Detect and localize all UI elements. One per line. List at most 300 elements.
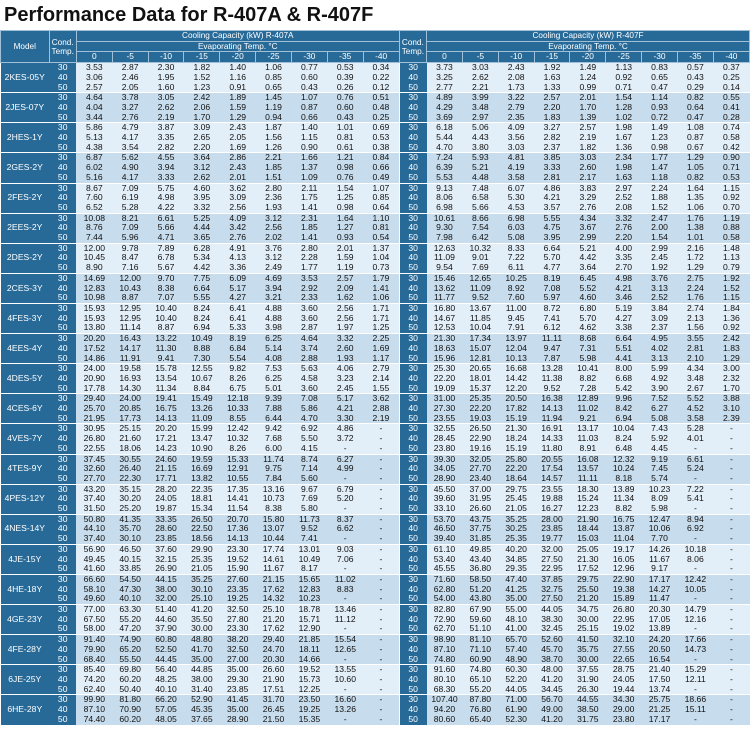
cond-temp-cell: 30 — [49, 243, 76, 253]
r407f-value-cell: 5.66 — [462, 203, 498, 213]
r407f-value-cell: 1.18 — [642, 173, 678, 183]
cond-temp-cell: 50 — [399, 233, 426, 243]
r407a-value-cell: 17.52 — [76, 344, 112, 354]
r407f-value-cell: 7.22 — [498, 253, 534, 263]
r407a-value-cell: 14.32 — [256, 594, 292, 604]
cond-temp-cell: 40 — [399, 314, 426, 324]
r407f-value-cell: 14.79 — [677, 605, 713, 615]
r407a-value-cell: 0.60 — [291, 73, 327, 83]
r407f-value-cell: 4.19 — [498, 163, 534, 173]
table-row — [1, 83, 750, 93]
cond-temp-cell: 50 — [49, 354, 76, 364]
r407f-value-cell: 23.55 — [427, 414, 463, 424]
evap-temp-right-8: -40 — [713, 52, 749, 63]
table-header — [1, 31, 750, 63]
r407a-value-cell: 15.35 — [291, 715, 327, 725]
cond-temp-cell: 40 — [399, 284, 426, 294]
r407a-value-cell: 37.60 — [148, 544, 184, 554]
r407f-value-cell: - — [713, 444, 749, 454]
r407f-value-cell: 18.01 — [462, 374, 498, 384]
r407a-value-cell: 19.41 — [148, 394, 184, 404]
evap-temp-header-left: Evaporating Temp. °C — [76, 41, 399, 52]
r407f-value-cell: 6.48 — [606, 444, 642, 454]
r407f-value-cell: 7.98 — [427, 233, 463, 243]
r407f-value-cell: 1.56 — [677, 323, 713, 333]
r407a-value-cell: 74.40 — [76, 715, 112, 725]
cond-temp-cell: 30 — [49, 273, 76, 283]
r407a-value-cell: 5.67 — [148, 263, 184, 273]
r407f-value-cell: 44.55 — [570, 695, 606, 705]
r407f-value-cell: - — [713, 564, 749, 574]
model-name: 2KES-05Y — [1, 63, 50, 93]
r407a-value-cell: 41.20 — [184, 605, 220, 615]
r407f-value-cell: 0.42 — [713, 143, 749, 153]
r407a-value-cell: 23.85 — [220, 685, 256, 695]
r407a-value-cell: - — [363, 534, 399, 544]
r407f-value-cell: - — [713, 705, 749, 715]
cond-temp-cell: 50 — [49, 564, 76, 574]
cond-temp-cell: 40 — [399, 464, 426, 474]
r407f-value-cell: 3.80 — [462, 143, 498, 153]
r407a-value-cell: 91.40 — [76, 635, 112, 645]
r407a-value-cell: 13.54 — [148, 374, 184, 384]
r407a-value-cell: 6.79 — [327, 484, 363, 494]
r407a-value-cell: 16.60 — [327, 695, 363, 705]
r407a-value-cell: 0.81 — [327, 133, 363, 143]
r407f-value-cell: 16.75 — [606, 514, 642, 524]
r407a-value-cell: 1.77 — [291, 263, 327, 273]
r407f-value-cell: 41.25 — [498, 585, 534, 595]
r407a-value-cell: 32.00 — [148, 594, 184, 604]
r407f-value-cell: 13.87 — [606, 524, 642, 534]
r407f-value-cell: 1.92 — [713, 273, 749, 283]
table-row — [1, 93, 750, 103]
r407a-value-cell: 3.35 — [148, 133, 184, 143]
r407f-value-cell: 1.36 — [606, 143, 642, 153]
r407a-value-cell: 12.91 — [220, 464, 256, 474]
r407f-value-cell: 12.04 — [498, 344, 534, 354]
r407a-value-cell: 2.56 — [256, 223, 292, 233]
r407a-value-cell: 51.40 — [148, 605, 184, 615]
r407a-value-cell: 3.27 — [112, 103, 148, 113]
r407f-value-cell: 1.29 — [677, 263, 713, 273]
r407f-value-cell: 7.48 — [462, 183, 498, 193]
r407f-value-cell: 23.55 — [534, 484, 570, 494]
r407f-value-cell: 4.41 — [606, 354, 642, 364]
r407f-value-cell: 2.17 — [570, 173, 606, 183]
cond-temp-cell: 30 — [49, 364, 76, 374]
r407f-value-cell: 6.27 — [642, 404, 678, 414]
r407a-value-cell: 6.41 — [220, 314, 256, 324]
r407a-value-cell: 5.17 — [327, 394, 363, 404]
cond-temp-cell: 50 — [49, 534, 76, 544]
r407f-value-cell: 1.02 — [606, 113, 642, 123]
cond-temp-cell: 30 — [399, 183, 426, 193]
r407a-value-cell: 58.00 — [76, 624, 112, 634]
r407a-value-cell: 30.55 — [112, 454, 148, 464]
r407a-value-cell: 8.67 — [76, 183, 112, 193]
r407f-value-cell: 56.70 — [534, 695, 570, 705]
r407f-value-cell: 1.52 — [642, 203, 678, 213]
r407a-value-cell: 15.73 — [291, 675, 327, 685]
table-row — [1, 163, 750, 173]
cond-temp-cell: 30 — [49, 484, 76, 494]
r407a-value-cell: 1.41 — [291, 203, 327, 213]
cond-temp-cell: 50 — [399, 655, 426, 665]
r407a-value-cell: 6.02 — [76, 163, 112, 173]
r407f-value-cell: 35.75 — [570, 645, 606, 655]
table-row — [1, 284, 750, 294]
table-row — [1, 263, 750, 273]
r407a-value-cell: 3.12 — [256, 213, 292, 223]
r407a-value-cell: 20.85 — [112, 404, 148, 414]
r407a-value-cell: - — [327, 624, 363, 634]
r407a-value-cell: 10.23 — [291, 594, 327, 604]
r407a-value-cell: 41.60 — [76, 564, 112, 574]
r407f-value-cell: 1.54 — [642, 233, 678, 243]
r407a-value-cell: 1.60 — [148, 83, 184, 93]
r407f-value-cell: 13.57 — [570, 464, 606, 474]
r407f-value-cell: - — [677, 624, 713, 634]
r407f-value-cell: 19.77 — [534, 534, 570, 544]
r407a-value-cell: 5.20 — [327, 494, 363, 504]
r407f-value-cell: 9.52 — [534, 384, 570, 394]
r407f-value-cell: 15.03 — [570, 534, 606, 544]
r407f-value-cell: 1.63 — [606, 173, 642, 183]
cond-temp-cell: 40 — [49, 524, 76, 534]
r407a-value-cell: 9.67 — [291, 484, 327, 494]
table-row — [1, 374, 750, 384]
table-row — [1, 494, 750, 504]
r407a-value-cell: 0.48 — [363, 103, 399, 113]
r407f-value-cell: 1.72 — [677, 253, 713, 263]
r407a-value-cell: 3.76 — [256, 243, 292, 253]
evap-temp-left-4: -20 — [220, 52, 256, 63]
r407f-value-cell: 2.97 — [606, 183, 642, 193]
r407a-value-cell: 1.54 — [327, 183, 363, 193]
r407a-value-cell: 9.39 — [256, 394, 292, 404]
r407a-value-cell: 14.86 — [76, 354, 112, 364]
r407a-value-cell: 8.74 — [291, 454, 327, 464]
r407a-value-cell: 5.86 — [291, 404, 327, 414]
r407a-value-cell: 0.98 — [327, 203, 363, 213]
r407a-value-cell: 5.01 — [256, 384, 292, 394]
cond-temp-cell: 30 — [49, 394, 76, 404]
r407a-value-cell: 15.65 — [291, 574, 327, 584]
r407a-value-cell: - — [363, 594, 399, 604]
r407f-value-cell: 1.76 — [677, 213, 713, 223]
table-row — [1, 253, 750, 263]
r407a-value-cell: 7.60 — [76, 193, 112, 203]
r407f-value-cell: 12.47 — [642, 514, 678, 524]
cond-temp-cell: 30 — [49, 665, 76, 675]
cond-temp-cell: 50 — [399, 354, 426, 364]
r407f-value-cell: 0.43 — [677, 73, 713, 83]
cond-temp-cell: 40 — [49, 585, 76, 595]
r407a-value-cell: 13.80 — [76, 323, 112, 333]
r407f-value-cell: 3.48 — [677, 374, 713, 384]
table-row — [1, 73, 750, 83]
r407f-value-cell: 5.93 — [462, 153, 498, 163]
r407a-value-cell: 0.53 — [363, 133, 399, 143]
r407f-value-cell: 1.14 — [642, 93, 678, 103]
r407f-value-cell: 38.50 — [570, 705, 606, 715]
r407a-value-cell: 6.84 — [220, 344, 256, 354]
r407f-value-cell: 14.73 — [677, 645, 713, 655]
r407a-value-cell: 2.21 — [256, 153, 292, 163]
cond-temp-cell: 30 — [49, 63, 76, 73]
r407a-value-cell: 3.30 — [327, 414, 363, 424]
r407f-value-cell: 37.00 — [462, 484, 498, 494]
r407f-value-cell: 76.80 — [462, 705, 498, 715]
r407a-value-cell: 37.90 — [148, 624, 184, 634]
r407a-value-cell: 8.38 — [256, 504, 292, 514]
r407f-value-cell: 15.07 — [462, 344, 498, 354]
r407a-value-cell: 9.78 — [112, 243, 148, 253]
r407a-value-cell: 28.60 — [148, 524, 184, 534]
r407a-value-cell: 47.30 — [112, 585, 148, 595]
r407f-capacity-header: Cooling Capacity (kW) R-407F — [427, 31, 750, 42]
r407f-value-cell: 3.27 — [534, 123, 570, 133]
r407a-value-cell: 20.70 — [220, 514, 256, 524]
r407a-value-cell: 16.75 — [148, 404, 184, 414]
r407f-value-cell: 52.60 — [534, 635, 570, 645]
r407f-value-cell: 9.45 — [498, 314, 534, 324]
r407a-value-cell: 5.60 — [291, 474, 327, 484]
table-row — [1, 123, 750, 133]
r407a-value-cell: 7.68 — [256, 434, 292, 444]
r407f-value-cell: 0.92 — [713, 193, 749, 203]
r407f-value-cell: - — [713, 635, 749, 645]
table-row — [1, 323, 750, 333]
r407f-value-cell: 0.57 — [677, 63, 713, 73]
r407f-value-cell: 4.21 — [606, 284, 642, 294]
r407f-value-cell: 1.15 — [713, 293, 749, 303]
r407f-value-cell: 2.10 — [677, 354, 713, 364]
r407f-value-cell: 94.20 — [427, 705, 463, 715]
r407a-value-cell: 13.01 — [291, 544, 327, 554]
r407a-value-cell: - — [363, 695, 399, 705]
r407a-value-cell: 27.60 — [220, 574, 256, 584]
r407a-value-cell: 4.88 — [256, 314, 292, 324]
r407a-value-cell: 17.35 — [220, 484, 256, 494]
table-row — [1, 173, 750, 183]
r407f-value-cell: 2.52 — [606, 193, 642, 203]
r407a-value-cell: 3.32 — [327, 334, 363, 344]
r407f-value-cell: 7.54 — [462, 223, 498, 233]
r407a-value-cell: - — [327, 715, 363, 725]
r407f-value-cell: 1.98 — [606, 123, 642, 133]
cond-temp-cell: 40 — [399, 404, 426, 414]
r407f-value-cell: 4.75 — [534, 223, 570, 233]
r407f-value-cell: 17.17 — [642, 574, 678, 584]
r407f-value-cell: 13.62 — [427, 284, 463, 294]
r407f-value-cell: 15.24 — [570, 494, 606, 504]
r407f-value-cell: 1.24 — [570, 73, 606, 83]
r407a-value-cell: 2.79 — [363, 364, 399, 374]
r407a-value-cell: 17.71 — [148, 474, 184, 484]
r407f-value-cell: 2.60 — [570, 163, 606, 173]
r407f-value-cell: 0.53 — [713, 173, 749, 183]
r407f-value-cell: 1.92 — [534, 63, 570, 73]
r407a-value-cell: 11.73 — [291, 514, 327, 524]
r407a-value-cell: 0.22 — [363, 73, 399, 83]
r407f-value-cell: 1.28 — [606, 103, 642, 113]
r407f-value-cell: 27.50 — [534, 594, 570, 604]
r407a-value-cell: 41.70 — [184, 645, 220, 655]
r407f-value-cell: 2.43 — [498, 63, 534, 73]
r407f-value-cell: 1.83 — [713, 344, 749, 354]
r407a-value-cell: - — [363, 675, 399, 685]
cond-temp-cell: 50 — [399, 444, 426, 454]
r407a-value-cell: 2.31 — [291, 213, 327, 223]
r407f-value-cell: 41.20 — [534, 715, 570, 725]
r407a-value-cell: - — [363, 474, 399, 484]
r407a-value-cell: 6.62 — [327, 524, 363, 534]
evap-temp-left-6: -30 — [291, 52, 327, 63]
r407f-value-cell: 15.19 — [498, 444, 534, 454]
r407a-value-cell: 31.40 — [184, 685, 220, 695]
r407f-value-cell: 9.52 — [462, 293, 498, 303]
r407f-value-cell: 29.75 — [570, 574, 606, 584]
r407f-value-cell: 61.90 — [498, 705, 534, 715]
r407a-value-cell: 15.99 — [184, 424, 220, 434]
evap-temp-right-1: -5 — [462, 52, 498, 63]
r407a-value-cell: 33.35 — [148, 514, 184, 524]
r407f-value-cell: 32.00 — [534, 544, 570, 554]
r407f-value-cell: 2.35 — [498, 113, 534, 123]
r407a-value-cell: 3.62 — [363, 394, 399, 404]
r407a-value-cell: 3.94 — [148, 163, 184, 173]
r407a-value-cell: 17.62 — [256, 585, 292, 595]
r407a-value-cell: 31.70 — [256, 695, 292, 705]
r407a-value-cell: 0.77 — [291, 63, 327, 73]
r407f-value-cell: 23.80 — [606, 715, 642, 725]
r407a-value-cell: 49.60 — [76, 594, 112, 604]
r407f-value-cell: - — [713, 695, 749, 705]
r407f-value-cell: 43.80 — [462, 594, 498, 604]
model-name: 4CES-6Y — [1, 394, 50, 424]
r407f-value-cell: - — [713, 665, 749, 675]
r407f-value-cell: 11.38 — [534, 374, 570, 384]
r407f-value-cell: 9.13 — [427, 183, 463, 193]
r407a-value-cell: 56.90 — [76, 544, 112, 554]
r407a-value-cell: 8.83 — [327, 585, 363, 595]
r407f-value-cell: 2.52 — [642, 293, 678, 303]
r407a-value-cell: 35.70 — [112, 524, 148, 534]
r407a-value-cell: 3.98 — [256, 323, 292, 333]
r407a-value-cell: 1.87 — [256, 123, 292, 133]
r407a-value-cell: 3.60 — [291, 384, 327, 394]
r407a-value-cell: 1.21 — [327, 153, 363, 163]
r407a-value-cell: 35.25 — [184, 574, 220, 584]
r407a-value-cell: 4.44 — [184, 223, 220, 233]
cond-temp-cell: 40 — [49, 645, 76, 655]
cond-temp-cell: 30 — [399, 605, 426, 615]
r407f-value-cell: 2.74 — [677, 303, 713, 313]
r407f-value-cell: 12.96 — [606, 564, 642, 574]
r407a-value-cell: 17.51 — [256, 685, 292, 695]
r407a-value-cell: 0.12 — [363, 83, 399, 93]
r407f-value-cell: 23.85 — [534, 524, 570, 534]
r407f-value-cell: 5.08 — [498, 233, 534, 243]
r407f-value-cell: 25.05 — [570, 544, 606, 554]
r407a-value-cell: 1.59 — [327, 253, 363, 263]
r407f-value-cell: 13.74 — [642, 685, 678, 695]
cond-temp-cell: 40 — [49, 555, 76, 565]
r407f-value-cell: 9.96 — [606, 394, 642, 404]
r407a-value-cell: 0.43 — [327, 113, 363, 123]
cond-temp-cell: 30 — [399, 514, 426, 524]
r407f-value-cell: 3.67 — [570, 223, 606, 233]
r407a-value-cell: 0.84 — [363, 153, 399, 163]
r407f-value-cell: 48.10 — [498, 615, 534, 625]
r407f-value-cell: - — [713, 474, 749, 484]
r407f-value-cell: 62.70 — [427, 624, 463, 634]
r407f-value-cell: 74.80 — [427, 655, 463, 665]
r407f-value-cell: 4.09 — [498, 123, 534, 133]
r407f-value-cell: 20.30 — [642, 605, 678, 615]
r407a-value-cell: 4.55 — [148, 153, 184, 163]
r407a-value-cell: 12.65 — [327, 645, 363, 655]
r407f-value-cell: 2.24 — [642, 183, 678, 193]
r407a-value-cell: 32.50 — [220, 605, 256, 615]
r407a-value-cell: 10.40 — [148, 314, 184, 324]
r407f-value-cell: 15.19 — [498, 414, 534, 424]
r407f-value-cell: 4.02 — [642, 344, 678, 354]
r407f-value-cell: 3.55 — [677, 334, 713, 344]
r407f-value-cell: 4.48 — [462, 173, 498, 183]
table-row — [1, 705, 750, 715]
r407a-value-cell: 21.85 — [291, 635, 327, 645]
r407f-value-cell: 18.66 — [677, 695, 713, 705]
r407f-value-cell: 21.25 — [642, 705, 678, 715]
r407f-value-cell: 5.74 — [642, 474, 678, 484]
r407a-value-cell: 21.60 — [112, 434, 148, 444]
r407a-value-cell: 25.70 — [76, 404, 112, 414]
r407a-value-cell: 6.25 — [256, 374, 292, 384]
cond-temp-cell: 30 — [399, 424, 426, 434]
r407f-value-cell: 71.60 — [427, 574, 463, 584]
r407a-value-cell: 1.37 — [291, 163, 327, 173]
r407a-value-cell: 4.22 — [148, 203, 184, 213]
r407a-value-cell: 1.62 — [327, 293, 363, 303]
r407a-value-cell: 38.00 — [148, 585, 184, 595]
cond-temp-cell: 40 — [399, 675, 426, 685]
r407f-value-cell: 0.99 — [570, 83, 606, 93]
r407f-value-cell: 3.88 — [713, 394, 749, 404]
r407a-value-cell: 1.09 — [291, 173, 327, 183]
r407f-value-cell: 25.50 — [570, 585, 606, 595]
cond-temp-cell: 40 — [49, 404, 76, 414]
r407f-value-cell: - — [713, 514, 749, 524]
r407f-value-cell: 2.81 — [677, 344, 713, 354]
r407f-value-cell: 6.64 — [606, 334, 642, 344]
r407a-value-cell: 99.90 — [76, 695, 112, 705]
r407f-value-cell: 49.00 — [534, 705, 570, 715]
r407a-value-cell: 10.40 — [148, 303, 184, 313]
r407a-value-cell: 4.42 — [184, 263, 220, 273]
cond-temp-cell: 50 — [399, 323, 426, 333]
r407f-value-cell: 1.49 — [642, 123, 678, 133]
cond-temp-cell: 50 — [49, 504, 76, 514]
r407a-value-cell: 32.50 — [220, 645, 256, 655]
cond-temp-cell: 40 — [49, 253, 76, 263]
r407f-value-cell: 11.02 — [570, 404, 606, 414]
r407a-value-cell: 30.20 — [112, 494, 148, 504]
cond-temp-cell: 40 — [399, 103, 426, 113]
cond-temp-cell: 50 — [399, 624, 426, 634]
